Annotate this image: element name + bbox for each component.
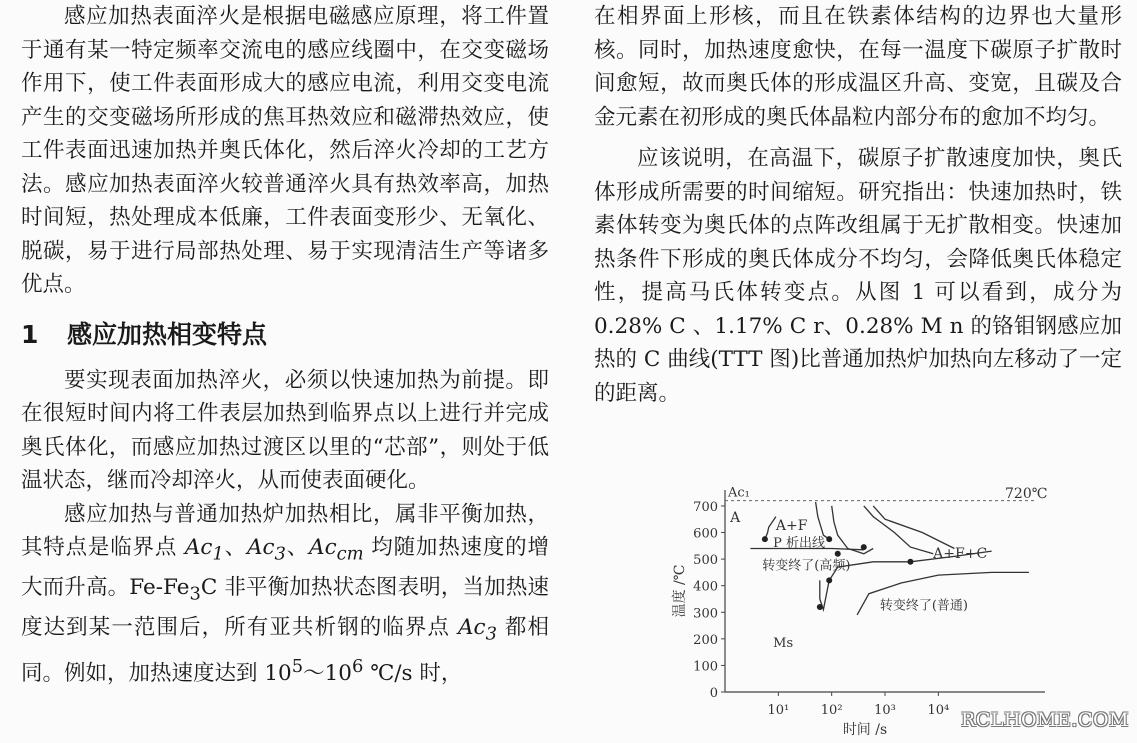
data-point xyxy=(835,551,841,557)
y-tick-label: 200 xyxy=(693,632,718,648)
y-tick-label: 700 xyxy=(693,499,718,515)
annotation-end-normal: 转变终了(普通) xyxy=(879,598,968,614)
series-line xyxy=(864,506,933,554)
accm-symbol: $Ac_{cm}$ xyxy=(309,535,364,565)
left-column xyxy=(21,0,549,691)
y-axis-label: 温度 /℃ xyxy=(672,564,688,618)
x-tick-label: 10² xyxy=(820,703,843,718)
watermark: RCLHOME.COM xyxy=(960,709,1129,731)
data-point xyxy=(861,544,867,550)
paragraph-diffusion: 应该说明，在高温下，碳原子扩散速度加快，奥氏体形成所需要的时间缩短。研究指出：快速加热时，铁素体转变为奥氏体的点阵改组属于无扩散相变。快速加热条件下形成的奥氏体成分不均匀，会降低奥氏体稳定性，提高马氏体转变点。从图 1 可以看到，成分为 0.28% C 、1.17% C r、0.28% M n 的铬钼钢感应加热的 C 曲线(TTT 图)比普通加热炉加热向左移动了一定的距离。 xyxy=(594,146,1122,406)
x-axis-label: 时间 /s xyxy=(842,722,888,738)
ttt-figure xyxy=(670,478,1110,739)
data-point xyxy=(762,536,768,542)
annotation-720: 720℃ xyxy=(1005,485,1048,502)
ac3-symbol: $Ac_3$ xyxy=(246,535,286,565)
y-tick-label: 300 xyxy=(693,606,718,622)
ttt-chart xyxy=(670,478,1110,739)
x-tick-label: 10¹ xyxy=(767,703,790,718)
annotation-a-f: A+F xyxy=(775,517,808,534)
section-number: 1 xyxy=(21,319,39,349)
series-line xyxy=(832,506,874,554)
y-tick-label: 600 xyxy=(693,526,718,542)
series-line xyxy=(816,502,830,539)
data-point xyxy=(826,536,832,542)
annotation-end-hf: 转变终了(高频) xyxy=(762,558,851,574)
paragraph-nonequilibrium: 感应加热与普通加热炉加热相比，属非平衡加热，其特点是临界点 $Ac_1$、$Ac_3$、$Ac_{cm}$ 均随加热速度的增大而升高。$Fe-Fe_3C$ 非平衡加热状态图表明，当加热速度达到某一范围后，所有亚共析钢的临界点 $Ac_3$ 都相同。例如，加热速度达到 $10^5\sim 10^6$ ℃/s 时， xyxy=(21,501,549,687)
right-column xyxy=(594,0,1122,410)
data-point xyxy=(826,577,832,583)
ac1-symbol: $Ac_1$ xyxy=(184,535,224,565)
y-tick-label: 500 xyxy=(693,553,718,569)
ac3-symbol-2: $Ac_3$ xyxy=(458,614,497,644)
series-line xyxy=(873,506,954,549)
paragraph-fast-heating: 要实现表面加热淬火，必须以快速加热为前提。即在很短时间内将工件表层加热到临界点以上进行并完成奥氏体化，而感应加热过渡区以里的“芯部”，则处于低温状态，继而冷却淬火，从而使表面硬化。 xyxy=(21,367,549,493)
y-tick-label: 100 xyxy=(693,659,718,675)
paragraph-nucleation: 在相界面上形核，而且在铁素体结构的边界也大量形核。同时，加热速度愈快，在每一温度下碳原子扩散时间愈短，故而奥氏体的形成温区升高、变宽，且碳及合金元素在初形成的奥氏体晶粒内部分布的愈加不均匀。 xyxy=(594,4,1122,130)
annotation-a: A xyxy=(730,509,741,526)
data-point xyxy=(817,604,823,610)
x-tick-label: 10⁴ xyxy=(927,703,950,718)
paragraph-intro: 感应加热表面淬火是根据电磁感应原理，将工件置于通有某一特定频率交流电的感应线圈中，在交变磁场作用下，使工件表面形成大的感应电流，利用交变电流产生的交变磁场所形成的焦耳热效应和磁滞热效应，使工件表面迅速加热并奥氏体化，然后淬火冷却的工艺方法。感应加热表面淬火较普通淬火具有热效率高，加热时间短，热处理成本低廉，工件表面变形少、无氧化、脱碳，易于进行局部热处理、易于实现清洁生产等诸多优点。 xyxy=(21,4,549,297)
x-tick-label: 10³ xyxy=(874,703,896,718)
data-point xyxy=(907,559,913,565)
y-tick-label: 400 xyxy=(693,579,718,595)
section-heading xyxy=(21,316,549,354)
annotation-p-line: P 析出线 xyxy=(773,536,826,552)
annotation-a-f-c: A+F+C xyxy=(933,545,988,562)
annotation-ac1: Ac₁ xyxy=(728,485,750,501)
y-tick-label: 0 xyxy=(709,686,718,701)
annotation-ms: Ms xyxy=(773,635,794,651)
section-title: 感应加热相变特点 xyxy=(67,319,268,349)
